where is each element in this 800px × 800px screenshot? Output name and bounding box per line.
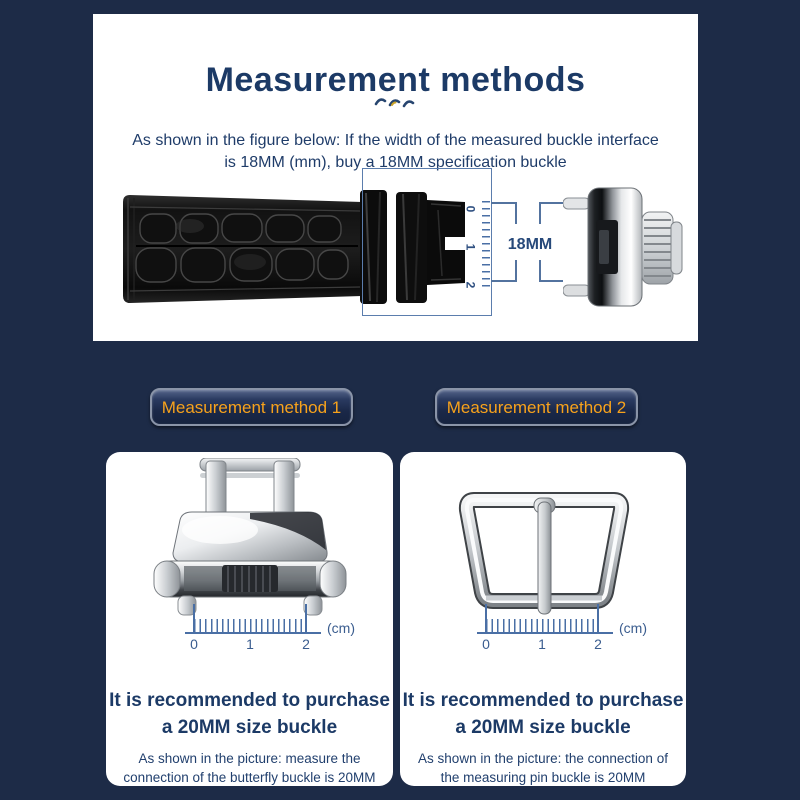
vertical-ruler-label-0: 0 [463,205,478,213]
card-heading-line1: It is recommended to purchase [109,689,390,711]
ruler-unit: (cm) [327,620,355,636]
dimension-bracket-right-top [539,202,563,224]
ruler-label-0: 0 [482,636,490,652]
cm-ruler [482,604,647,662]
card-note-line1: As shown in the picture: the connection of [418,750,668,766]
card-heading-line2: a 20MM size buckle [455,716,631,738]
measurement-method-2-button[interactable]: Measurement method 2 [435,388,638,426]
ruler-ticks [486,619,599,632]
ruler-label-1: 1 [538,636,546,652]
ruler-label-2: 2 [594,636,602,652]
page-title: Measurement methods [205,60,586,99]
dimension-label: 18MM [507,236,553,253]
vertical-ruler-label-1: 1 [463,243,478,251]
measurement-intro-card [93,14,698,341]
card-heading [106,687,393,741]
card-note-line2: connection of the butterfly buckle is 20MM [123,769,376,785]
cm-ruler [190,604,355,662]
vertical-ruler-label-2: 2 [463,281,478,289]
card-note [106,749,393,787]
card-heading [400,687,686,741]
measurement-method-1-button[interactable]: Measurement method 1 [150,388,353,426]
measure-area-outline [362,168,492,316]
card-heading-line2: a 20MM size buckle [161,716,338,738]
card-heading-line1: It is recommended to purchase [402,689,684,711]
ruler-label-2: 2 [302,636,310,652]
ruler-baseline [477,632,613,634]
dimension-bracket-right-bottom [539,260,563,282]
deployment-clasp-image [563,186,685,310]
dimension-bracket-left-top [491,202,517,224]
ruler-unit: (cm) [619,620,647,636]
method-card-pin [400,452,686,786]
intro-description-line2: is 18MM (mm), buy a 18MM specification buckle [224,154,567,171]
card-note-line2: the measuring pin buckle is 20MM [440,769,646,785]
ruler-label-1: 1 [246,636,254,652]
ruler-baseline [185,632,321,634]
intro-description-line1: As shown in the figure below: If the width of the measured buckle interface [132,132,659,149]
card-note [400,749,686,787]
dimension-bracket-left-bottom [491,260,517,282]
method-card-butterfly [106,452,393,786]
ruler-label-0: 0 [190,636,198,652]
vertical-ruler-ticks [482,201,490,287]
title-divider-squiggle-icon [374,94,418,108]
card-note-line1: As shown in the picture: measure the [138,750,361,766]
butterfly-buckle-image [150,458,350,616]
ruler-ticks [194,619,307,632]
